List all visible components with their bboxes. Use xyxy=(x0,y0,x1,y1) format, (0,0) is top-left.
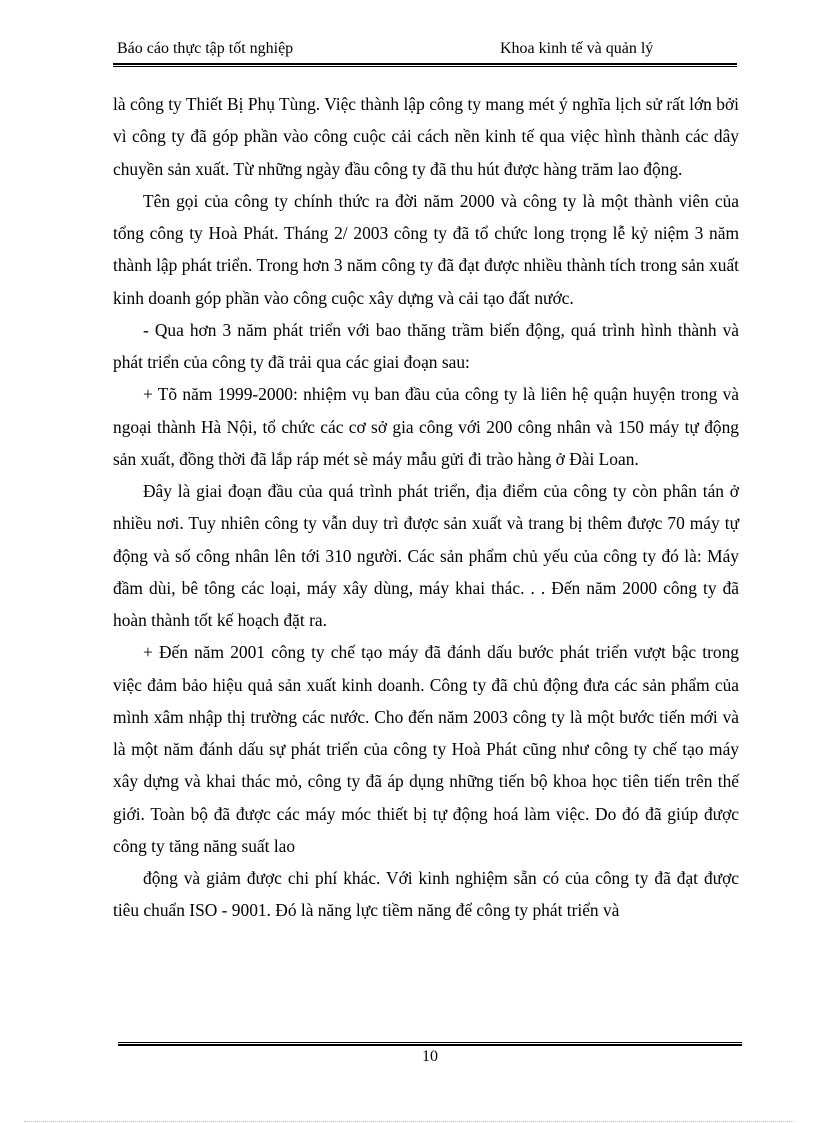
header-faculty-name: Khoa kinh tế và quản lý xyxy=(500,40,654,57)
header-divider xyxy=(113,63,737,67)
paragraph-iso-9001: động và giảm được chi phí khác. Với kinh nghiệm sẵn có của công ty đã đạt được tiêu chuẩn ISO - 9001. Đó là năng lực tiềm năng để công ty phát triển và xyxy=(113,868,739,921)
paragraph-company-name: Tên gọi của công ty chính thức ra đời năm 2000 và công ty là một thành viên của tổng công ty Hoà Phát. Tháng 2/ 2003 công ty đã tổ chức long trọng lễ kỷ niệm 3 năm thành lập phát triển. Trong hơn 3 năm công ty đã đạt được nhiều thành tích trong sản xuất kinh doanh góp phần vào công cuộc xây dựng và cải tạo đất nước. xyxy=(113,190,739,308)
page-boundary xyxy=(24,1121,794,1122)
page-header xyxy=(113,40,737,62)
footer-divider xyxy=(118,1042,742,1047)
paragraph-development-stages: - Qua hơn 3 năm phát triển với bao thăng trầm biến động, quá trình hình thành và phát triển của công ty đã trải qua các giai đoạn sau: xyxy=(113,319,739,372)
paragraph-stage-1999-2000: + Tõ năm 1999-2000: nhiệm vụ ban đầu của công ty là liên hệ quận huyện trong và ngoại thành Hà Nội, tổ chức các cơ sở gia công với 200 công nhân và 150 máy tự động sản xuất, đồng thời đã lắp ráp mét sè máy mẫu gửi đi trào hàng ở Đài Loan. xyxy=(113,384,739,469)
paragraph-early-stage: Đây là giai đoạn đầu của quá trình phát triển, địa điểm của công ty còn phân tán ở nhiều nơi. Tuy nhiên công ty vẫn duy trì được sản xuất và trang bị thêm được 70 máy tự động và số công nhân lên tới 310 người. Các sản phẩm chủ yếu của công ty đó là: Máy đầm dùi, bê tông các loại, máy xây dùng, máy khai thác. . . Đến năm 2000 công ty đã hoàn thành tốt kế hoạch đặt ra. xyxy=(113,481,739,630)
paragraph-stage-2001: + Đến năm 2001 công ty chế tạo máy đã đánh dấu bước phát triển vượt bậc trong việc đảm bảo hiệu quả sản xuất kinh doanh. Công ty đã chủ động đưa các sản phẩm của mình xâm nhập thị trường các nước. Cho đến năm 2003 công ty là một bước tiến mới và là một năm đánh dấu sự phát triển của công ty Hoà Phát cũng như công ty chế tạo máy xây dựng và khai thác mỏ, công ty đã áp dụng những tiến bộ khoa học tiên tiến trên thế giới. Toàn bộ đã được các máy móc thiết bị tự động hoá làm việc. Do đó đã giúp được công ty tăng năng suất lao xyxy=(113,642,739,856)
page-body xyxy=(113,88,739,927)
header-report-title: Báo cáo thực tập tốt nghiệp xyxy=(117,40,294,57)
page-number: 10 xyxy=(422,1048,438,1065)
paragraph-continuation: là công ty Thiết Bị Phụ Tùng. Việc thành lập công ty mang mét ý nghĩa lịch sử rất lớn bởi vì công ty đã góp phần vào công cuộc cải cách nền kinh tế qua việc hình thành các dây chuyền sản xuất. Từ những ngày đầu công ty đã thu hút được hàng trăm lao động. xyxy=(113,94,739,179)
